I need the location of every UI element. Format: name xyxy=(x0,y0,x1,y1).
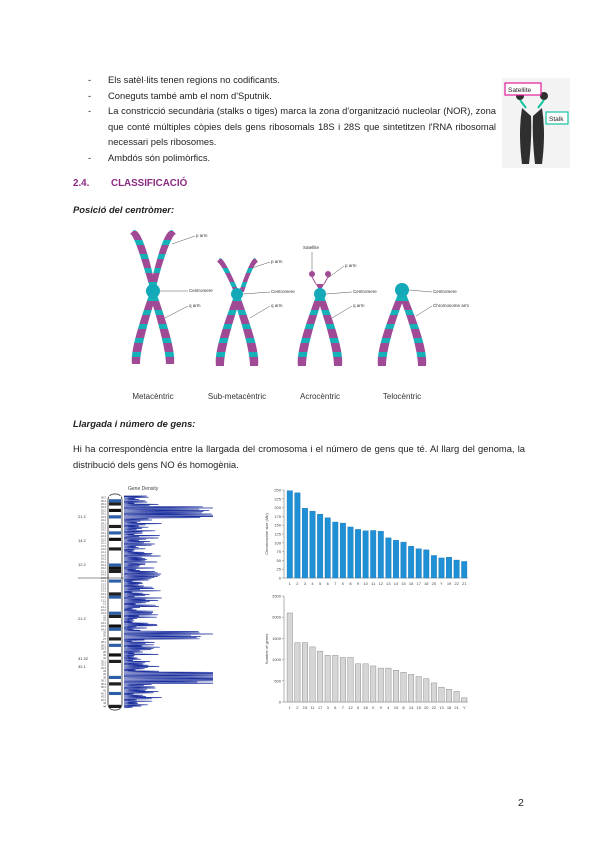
band-label: 41 xyxy=(103,689,106,693)
ideogram-band xyxy=(109,608,121,611)
y-tick-label: 75 xyxy=(276,549,281,555)
y-tick-label: 200 xyxy=(274,505,281,511)
x-tick-label: Y xyxy=(440,581,443,586)
bar xyxy=(439,558,444,578)
ideogram-band xyxy=(109,596,121,599)
bullet-item: - Coneguts també amb el nom d'Sputnik. xyxy=(88,88,496,104)
centromere-dot xyxy=(231,288,243,300)
x-tick-label: 13 xyxy=(386,581,391,586)
ideogram-band xyxy=(109,551,121,554)
y-tick-label: 1500 xyxy=(272,635,281,641)
ideogram-band xyxy=(109,644,121,647)
x-tick-label: 9 xyxy=(379,705,382,710)
band-label: 28.1 xyxy=(100,641,106,645)
bar xyxy=(393,540,398,578)
ideogram-band xyxy=(109,535,121,538)
bar xyxy=(416,677,421,702)
x-tick-label: 9 xyxy=(356,581,360,586)
ideogram-band xyxy=(109,692,121,695)
band-label: 26.2 xyxy=(100,499,106,503)
bar xyxy=(333,522,338,578)
band-label: 15.3 xyxy=(100,564,106,568)
x-tick-label: 14 xyxy=(393,581,399,586)
ideogram-band xyxy=(109,570,121,573)
bar xyxy=(310,511,315,578)
ideogram-band xyxy=(109,538,121,541)
satellite-stalk-figure xyxy=(502,78,570,168)
x-tick-label: 18 xyxy=(446,705,452,710)
band-label: 36.2 xyxy=(100,682,106,686)
ideogram-band xyxy=(109,637,121,640)
bar xyxy=(317,651,322,702)
x-tick-label: 15 xyxy=(401,581,406,586)
bar xyxy=(302,643,307,702)
bar xyxy=(454,691,459,702)
ideogram-band xyxy=(109,641,121,644)
subheading-length: Llargada i número de gens: xyxy=(73,418,196,429)
x-tick-label: 14 xyxy=(408,705,414,710)
band-label: 34 xyxy=(103,673,106,677)
gene-density-trace xyxy=(124,496,213,708)
x-tick-label: 5 xyxy=(356,705,360,710)
band-label: 25.2 xyxy=(100,509,106,513)
x-tick-label: 21 xyxy=(454,705,459,710)
ideogram-band xyxy=(109,547,121,550)
q-arm-label: q arm xyxy=(353,303,365,308)
x-tick-label: 13 xyxy=(439,705,444,710)
bar xyxy=(325,518,330,578)
y-tick-label: 225 xyxy=(274,496,281,502)
centromere-label: Centromere xyxy=(433,289,457,294)
type-label-metacentric: Metacèntric xyxy=(132,392,174,401)
ideogram-band xyxy=(109,509,121,512)
y-tick-label: 2000 xyxy=(272,614,281,620)
ideogram-band xyxy=(109,599,121,602)
bar xyxy=(416,549,421,578)
centromere-dot xyxy=(395,283,409,297)
chromatid-left xyxy=(520,108,531,164)
band-label: 31 xyxy=(103,657,106,661)
ideogram-band xyxy=(109,522,121,525)
ideogram-band xyxy=(109,525,121,528)
ideogram-band xyxy=(109,669,121,672)
band-label: 23.3 xyxy=(100,525,106,529)
ideogram-band xyxy=(109,612,121,615)
band-label: 26.1 xyxy=(100,502,106,506)
bar xyxy=(393,670,398,702)
ideogram-band xyxy=(109,631,121,634)
band-label: 24.2 xyxy=(100,519,106,523)
ideogram-band xyxy=(109,557,121,560)
ideogram-band xyxy=(109,634,121,637)
band-label: 42.3 xyxy=(100,698,106,702)
side-label: 32.1 xyxy=(78,664,86,669)
x-tick-label: 6 xyxy=(326,581,329,586)
type-label-telocentric: Telocèntric xyxy=(382,392,422,401)
p-arm-label: p arm xyxy=(271,259,283,264)
band-label: 32.2 xyxy=(100,663,106,667)
x-tick-label: 1 xyxy=(288,581,291,586)
band-label: 21.3 xyxy=(100,544,106,548)
q-arm-label: q arm xyxy=(271,303,283,308)
bar xyxy=(378,531,383,578)
ideogram-band xyxy=(109,554,121,557)
band-label: 32.3 xyxy=(100,666,106,670)
x-tick-label: 16 xyxy=(408,581,414,586)
ideogram-band xyxy=(109,698,121,701)
bar xyxy=(287,491,292,578)
side-label: 31.32 xyxy=(78,656,89,661)
ideogram-band xyxy=(109,518,121,521)
band-label: 14.3 xyxy=(100,573,106,577)
band-label: 24.1 xyxy=(100,522,106,526)
band-label: 35 xyxy=(103,676,106,680)
side-label: 12.2 xyxy=(78,562,86,567)
band-label: 30 xyxy=(103,653,106,657)
satellite-label: Satellite xyxy=(508,87,532,94)
band-label: 11.2 xyxy=(101,599,106,603)
band-label: 23.1 xyxy=(100,531,106,535)
x-tick-label: 22 xyxy=(454,581,459,586)
band-label: 42.2 xyxy=(100,695,106,699)
x-tick-label: 15 xyxy=(416,705,421,710)
ideogram-band xyxy=(109,682,121,685)
band-label: 21.2 xyxy=(100,547,106,551)
x-tick-label: 12 xyxy=(378,581,384,586)
centromere-label: Centromere xyxy=(353,289,377,294)
x-tick-label: 2 xyxy=(296,705,299,710)
side-label: 14.2 xyxy=(78,538,86,543)
ideogram-band xyxy=(109,589,121,592)
band-label: 36.1 xyxy=(100,679,106,683)
band-label: 16.1 xyxy=(100,560,106,564)
x-tick-label: 11 xyxy=(310,705,315,710)
band-label: 26 xyxy=(103,634,106,638)
ideogram-band xyxy=(109,615,121,618)
type-label-acrocentric: Acrocèntric xyxy=(299,392,341,401)
x-tick-label: 20 xyxy=(431,581,437,586)
bar xyxy=(317,514,322,578)
ideogram-band xyxy=(109,586,121,589)
ideogram-band xyxy=(109,605,121,608)
ideogram-band xyxy=(109,647,121,650)
ideogram-band xyxy=(109,621,121,624)
x-tick-label: 2 xyxy=(296,581,299,586)
x-tick-label: 17 xyxy=(416,581,421,586)
band-label: 13.2 xyxy=(100,586,106,590)
x-tick-label: 19 xyxy=(302,705,308,710)
band-label: 24.2 xyxy=(100,625,106,629)
bar xyxy=(355,529,360,578)
bar xyxy=(302,508,307,578)
ideogram-band xyxy=(109,702,121,705)
x-tick-label: 12 xyxy=(348,705,353,710)
ideogram-band xyxy=(109,541,121,544)
bar xyxy=(348,657,353,702)
x-tick-label: 4 xyxy=(387,705,390,710)
ideogram-band xyxy=(109,673,121,676)
band-label: 22 xyxy=(103,615,106,619)
ideogram-band xyxy=(109,499,121,502)
bar xyxy=(439,687,444,702)
bar xyxy=(287,613,292,702)
submetacentric-chromosome xyxy=(216,258,296,366)
ideogram-band xyxy=(109,618,121,621)
band-label: 28.2 xyxy=(100,644,106,648)
bar xyxy=(363,531,368,578)
bar xyxy=(401,672,406,702)
subheading-centromere: Posició del centròmer: xyxy=(73,204,175,215)
band-label: 21.3 xyxy=(100,612,106,616)
bar xyxy=(378,668,383,702)
chromosome-arm-label: Chromosome arm xyxy=(433,303,470,308)
type-label-submetacentric: Sub-metacèntric xyxy=(207,392,267,401)
satellite-annotation: Satellite xyxy=(303,245,320,250)
band-label: 22.1 xyxy=(100,541,106,545)
y-tick-label: 0 xyxy=(278,575,281,581)
x-tick-label: 3 xyxy=(326,705,329,710)
ideogram-band xyxy=(109,657,121,660)
y-tick-label: 100 xyxy=(274,540,281,546)
x-tick-label: 10 xyxy=(363,581,368,586)
ideogram-band xyxy=(109,496,121,499)
band-label: 12 xyxy=(103,602,106,606)
bar xyxy=(386,668,391,702)
band-label: 15.1 xyxy=(100,570,106,574)
section-title: CLASSIFICACIÓ xyxy=(111,178,188,189)
ideogram-band xyxy=(109,592,121,595)
band-label: 25.1 xyxy=(100,512,106,516)
ideogram-band xyxy=(109,660,121,663)
band-label: 23 xyxy=(103,618,106,622)
band-label: 25.3 xyxy=(100,506,106,510)
centromere-label: Centromere xyxy=(189,288,213,293)
ideogram-band xyxy=(109,515,121,518)
bar xyxy=(295,493,300,578)
p-arm-label: p arm xyxy=(196,233,208,238)
ideogram-band xyxy=(109,560,121,563)
bar xyxy=(386,538,391,578)
y-tick-label: 500 xyxy=(274,678,281,684)
band-label: 26.3 xyxy=(100,496,106,500)
bar xyxy=(431,683,436,702)
band-label: 25 xyxy=(103,631,106,635)
band-label: 44 xyxy=(103,705,106,709)
band-label: 24.3 xyxy=(100,515,106,519)
chromatid-right xyxy=(533,108,544,164)
band-label: 14.2 xyxy=(100,576,106,580)
ideogram-band xyxy=(109,676,121,679)
band-label: 11.1 xyxy=(101,596,106,600)
bar xyxy=(348,527,353,578)
y-tick-label: 2500 xyxy=(272,593,281,599)
body-paragraph: Hi ha correspondència entre la llargada del cromosoma i el número de gens que té. Al llarg del genoma, la distribució dels gens NO és homogènia. xyxy=(73,443,525,470)
band-label: 33 xyxy=(103,670,106,674)
x-tick-label: 10 xyxy=(393,705,399,710)
gene-count-chart xyxy=(262,590,472,714)
x-tick-label: 22 xyxy=(431,705,437,710)
y-tick-label: 175 xyxy=(274,513,281,519)
bullet-list xyxy=(88,72,496,166)
x-tick-label: 11 xyxy=(371,581,376,586)
ideogram-band xyxy=(109,650,121,653)
side-label: 21.2 xyxy=(78,514,86,519)
x-tick-label: 16 xyxy=(363,705,368,710)
x-tick-label: 3 xyxy=(303,581,307,586)
gene-density-title: Gene Density xyxy=(128,486,159,492)
ideogram-band xyxy=(109,686,121,689)
band-label: 36.3 xyxy=(100,686,106,690)
band-label: 21.1 xyxy=(100,605,106,609)
x-tick-label: 19 xyxy=(446,581,452,586)
ideogram-band xyxy=(109,528,121,531)
ideogram-band xyxy=(109,653,121,656)
band-label: 29 xyxy=(103,650,106,654)
bar xyxy=(370,530,375,578)
x-tick-label: 8 xyxy=(402,705,405,710)
ideogram-band xyxy=(109,563,121,566)
acrocentric-chromosome xyxy=(298,245,378,366)
section-heading xyxy=(73,178,187,189)
ideogram-band xyxy=(109,512,121,515)
band-label: 22.2 xyxy=(100,538,106,542)
x-tick-label: 17 xyxy=(317,705,323,710)
bullet-item: - La constricció secundària (stalks o tiges) marca la zona d'organització nucleolar (NOR), zona que conté múltiples còpies dels gens ribosomals 18S i 28S que sintetitzen l'RNA ribosomal necessari pels ribosomes. xyxy=(88,103,496,150)
bar xyxy=(340,523,345,578)
band-label: 16.2 xyxy=(100,557,106,561)
x-tick-label: 21 xyxy=(461,581,467,586)
section-number: 2.4. xyxy=(73,178,90,189)
ideogram-band xyxy=(109,502,121,505)
bar xyxy=(446,689,451,702)
band-label: 22.3 xyxy=(100,535,106,539)
ideogram-band xyxy=(109,531,121,534)
bar xyxy=(446,557,451,578)
bar xyxy=(340,657,345,702)
stalk-label: Stalk xyxy=(549,116,564,123)
x-tick-label: 6 xyxy=(334,705,337,710)
y-tick-label: 0 xyxy=(278,699,281,705)
ideogram-band xyxy=(109,666,121,669)
ideogram-band xyxy=(109,689,121,692)
y-tick-label: 1000 xyxy=(272,657,281,663)
y-tick-label: 125 xyxy=(274,531,281,537)
band-label: 24.1 xyxy=(100,621,106,625)
band-label: 13.1 xyxy=(100,589,106,593)
band-label: 15.2 xyxy=(100,567,106,571)
band-label: 24.3 xyxy=(100,628,106,632)
band-label: 43 xyxy=(103,702,106,706)
band-label: 32.1 xyxy=(100,660,106,664)
bar xyxy=(454,560,459,578)
ideogram-band xyxy=(109,679,121,682)
ideogram-band xyxy=(109,663,121,666)
centromere-dot xyxy=(314,288,326,300)
y-axis-label: Chromosome size (Mb) xyxy=(264,513,269,555)
bar xyxy=(325,655,330,702)
bar xyxy=(461,561,466,578)
bullet-item: - Els satèl·lits tenen regions no codificants. xyxy=(88,72,496,88)
band-label: 21.2 xyxy=(100,608,106,612)
bar xyxy=(408,674,413,702)
band-label: 28.3 xyxy=(100,647,106,651)
band-label: 16.3 xyxy=(100,554,106,558)
chromosome-types-figure xyxy=(120,226,475,404)
band-label: 12.1 xyxy=(100,592,106,596)
y-axis-label: Number of genes xyxy=(264,633,269,665)
page-number: 2 xyxy=(518,797,524,809)
bar xyxy=(431,555,436,578)
chromosome-size-chart xyxy=(262,484,472,590)
band-label: 14.1 xyxy=(100,580,106,584)
x-tick-label: 20 xyxy=(424,705,429,710)
ideogram-band xyxy=(109,705,121,708)
ideogram-band xyxy=(109,544,121,547)
band-label: 21.1 xyxy=(100,551,106,555)
bar xyxy=(310,647,315,702)
bar xyxy=(333,655,338,702)
ideogram-band xyxy=(109,573,121,576)
bar xyxy=(424,550,429,578)
side-label: 21.2 xyxy=(78,616,86,621)
bar xyxy=(408,546,413,578)
p-arm-label: p arm xyxy=(345,263,357,268)
bar xyxy=(401,542,406,578)
x-tick-label: 8 xyxy=(349,581,352,586)
x-tick-label: Y xyxy=(462,705,466,710)
ideogram-band xyxy=(109,567,121,570)
telocentric-chromosome xyxy=(378,283,470,366)
centromere-label: Centromere xyxy=(271,289,295,294)
x-tick-label: 7 xyxy=(341,705,344,710)
y-tick-label: 150 xyxy=(274,522,281,528)
centromere-dot xyxy=(146,284,160,298)
q-arm-label: q arm xyxy=(189,303,201,308)
band-label: 27 xyxy=(103,637,106,641)
bar xyxy=(295,643,300,702)
bar xyxy=(461,698,466,702)
band-label: 13.3 xyxy=(100,583,106,587)
bar xyxy=(424,679,429,702)
ideogram-band xyxy=(109,602,121,605)
y-tick-label: 250 xyxy=(274,487,281,493)
ideogram-band xyxy=(109,506,121,509)
ideogram-band xyxy=(109,580,121,583)
ideogram-band xyxy=(109,624,121,627)
x-tick-label: 5 xyxy=(319,581,322,586)
x-tick-label: 18 xyxy=(424,581,429,586)
bar xyxy=(355,664,360,702)
band-label: 42.1 xyxy=(100,692,106,696)
y-tick-label: 50 xyxy=(276,557,281,563)
x-tick-label: X xyxy=(371,705,375,710)
ideogram-band xyxy=(109,628,121,631)
x-tick-label: 1 xyxy=(288,705,291,710)
ideogram-band xyxy=(109,695,121,698)
ideogram-band xyxy=(109,583,121,586)
metacentric-chromosome xyxy=(130,230,213,364)
y-tick-label: 25 xyxy=(276,566,281,572)
bar xyxy=(363,664,368,702)
x-tick-label: 7 xyxy=(334,581,337,586)
x-tick-label: 4 xyxy=(311,581,314,586)
x-tick-label: X xyxy=(341,581,345,586)
gene-density-ideogram xyxy=(78,482,213,714)
bar xyxy=(370,666,375,702)
band-label: 23.2 xyxy=(100,528,106,532)
bullet-item: - Ambdós són polimòrfics. xyxy=(88,150,496,166)
